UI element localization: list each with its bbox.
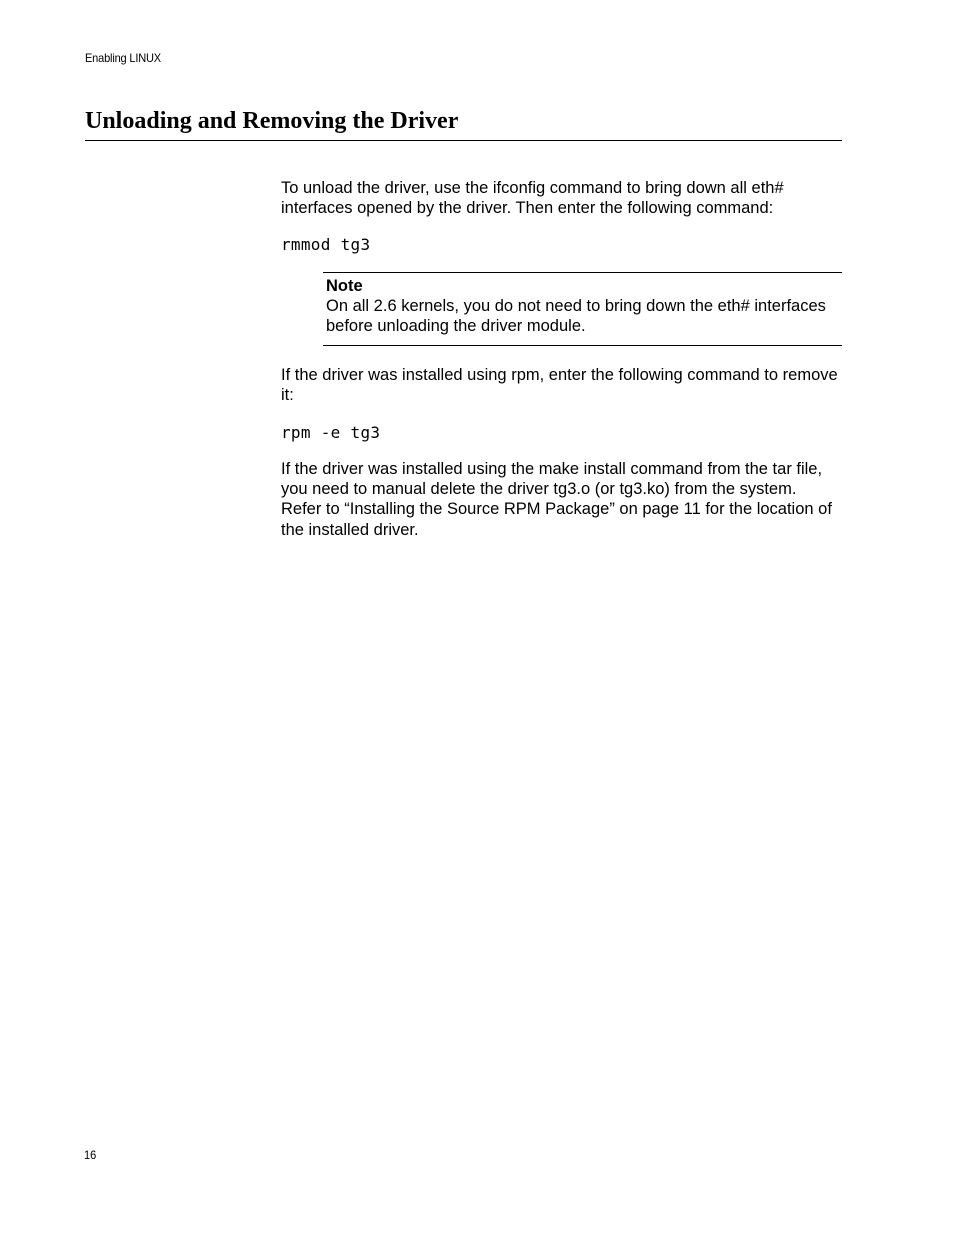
rpm-paragraph: If the driver was installed using rpm, enter the following command to remove it: — [281, 366, 838, 405]
unload-command: rmmod tg3 — [281, 234, 371, 254]
section-title: Unloading and Removing the Driver — [85, 106, 842, 141]
body-column — [281, 178, 846, 540]
note-label: Note — [326, 276, 363, 295]
note-text: On all 2.6 kernels, you do not need to bring down the eth# interfaces before unloading the driver module. — [326, 296, 826, 335]
page-number: 16 — [84, 1148, 97, 1162]
note-box — [323, 272, 842, 347]
remove-command: rpm -e tg3 — [281, 422, 381, 442]
running-header: Enabling LINUX — [85, 51, 161, 65]
intro-paragraph: To unload the driver, use the ifconfig command to bring down all eth# interfaces opened by the driver. Then enter the following command: — [281, 179, 784, 218]
tar-paragraph: If the driver was installed using the make install command from the tar file, you need to manual delete the driver tg3.o (or tg3.ko) from the system. Refer to “Installing the Source RPM Package” on page 11 for the location of the installed driver. — [281, 459, 832, 539]
